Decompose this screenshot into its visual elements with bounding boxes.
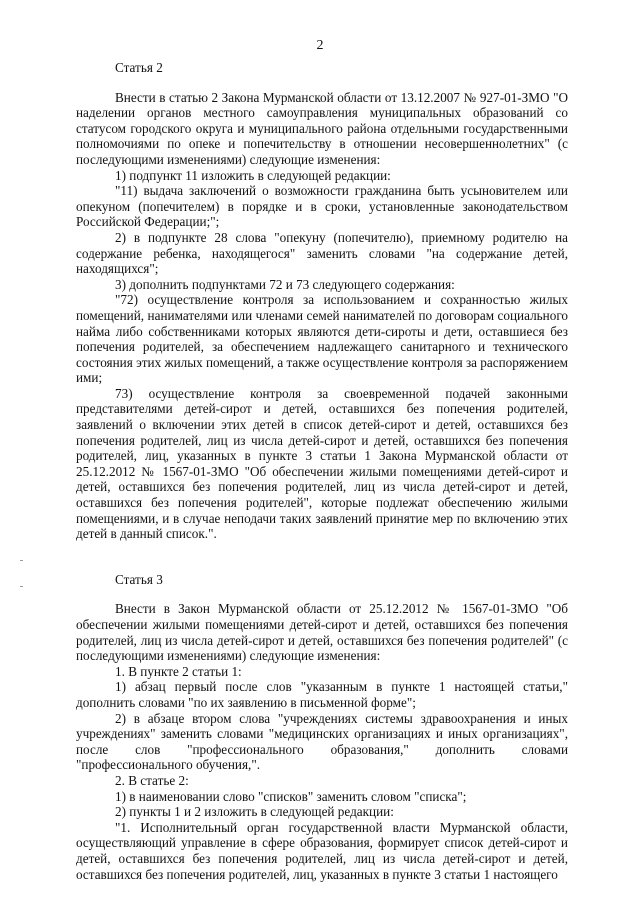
- article-2-item-1-text: "11) выдача заключений о возможности гражданина быть усыновителем или опекуном (попечителем) в порядке и в сроки, установленные законодательством Российской Федерации;";: [76, 183, 568, 230]
- article-2-subitem-72: "72) осуществление контроля за использованием и сохранностью жилых помещений, нанимателями или членами семей нанимателей по договорам социального найма либо собственниками которых являются дети-сироты и дети, оставшиеся без попечения родителей, за обеспечением надлежащего санитарного и технического состояния этих жилых помещений, а также осуществление контроля за распоряжением ими;: [76, 292, 569, 386]
- article-3-point-2-1: 1) в наименовании слово "списков" заменить словом "списка";: [115, 788, 467, 804]
- scan-artifact: [20, 586, 23, 587]
- spacer: [76, 587, 568, 601]
- article-3-point-1-1: 1) абзац первый после слов "указанным в пункте 1 настоящей статьи," дополнить словами "по их заявлению в письменной форме";: [76, 679, 568, 710]
- spacer: [76, 76, 568, 90]
- article-2-item-2: 2) в подпункте 28 слова "опекуну (попечителю), приемному родителю на содержание ребенка, находящегося" заменить словами "на содержание детей, находящихся";: [76, 229, 568, 277]
- article-2-item-1: 1) подпункт 11 изложить в следующей редакции:: [115, 167, 391, 183]
- article-3-heading: Статья 3: [115, 571, 163, 587]
- scan-artifact: [20, 560, 23, 561]
- spacer: [76, 542, 568, 572]
- article-3-point-1: 1. В пункте 2 статьи 1:: [115, 663, 242, 679]
- article-2-intro: Внести в статью 2 Закона Мурманской области от 13.12.2007 № 927-01-ЗМО "О наделении органов местного самоуправления муниципальных образований со статусом городского округа и муниципального района отдельными государственными полномочиями по опеке и попечительству в отношении несовершеннолетних" (с последующими изменениями) следующие изменения:: [76, 89, 568, 167]
- document-body: [76, 60, 568, 882]
- article-3-intro: Внести в Закон Мурманской области от 25.12.2012 № 1567-01-ЗМО "Об обеспечении жилыми помещениями детей-сирот и детей, оставшихся без попечения родителей, лиц из числа детей-сирот и детей, оставшихся без попечения родителей" (с последующими изменениями) следующие изменения:: [76, 601, 568, 664]
- article-3-point-2-2-text: "1. Исполнительный орган государственной власти Мурманской области, осуществляющий управление в сфере образования, формирует список детей-сирот и детей, оставшихся без попечения родителей, лиц из числа детей-сирот и детей, оставшихся без попечения родителей, лиц, указанных в пункте 3 статьи 1 настоящего: [76, 819, 568, 882]
- page-number: 2: [316, 38, 324, 53]
- article-2-heading: Статья 2: [115, 60, 163, 75]
- article-2-subitem-73: 73) осуществление контроля за своевременной подачей законными представителями детей-сирот и детей, оставшихся без попечения родителей, заявлений о включении этих детей в список детей-сирот и детей, оставшихся без попечения родителей, лиц из числа детей-сирот и детей, оставшихся без попечения родителей, лиц, указанных в пункте 3 статьи 1 Закона Мурманской области от 25.12.2012 № 1567-01-ЗМО "Об обеспечении жилыми помещениями детей-сирот и детей, оставшихся без попечения родителей, лиц из числа детей-сирот и детей, оставшихся без попечения родителей", которые подлежат обеспечению жилыми помещениями, и в случае неподачи таких заявлений принятие мер по включению этих детей в данный список.".: [76, 385, 568, 542]
- article-3-point-2: 2. В статье 2:: [115, 772, 189, 788]
- article-3-point-2-2: 2) пункты 1 и 2 изложить в следующей редакции:: [115, 804, 394, 820]
- article-3-point-1-2: 2) в абзаце втором слова "учреждениях системы здравоохранения и иных учреждениях" заменить словами "медицинских организациях и иных организациях", после слов "профессионального образования," дополнить словами "профессионального обучения,".: [76, 710, 568, 773]
- article-2-item-3: 3) дополнить подпунктами 72 и 73 следующего содержания:: [115, 276, 455, 292]
